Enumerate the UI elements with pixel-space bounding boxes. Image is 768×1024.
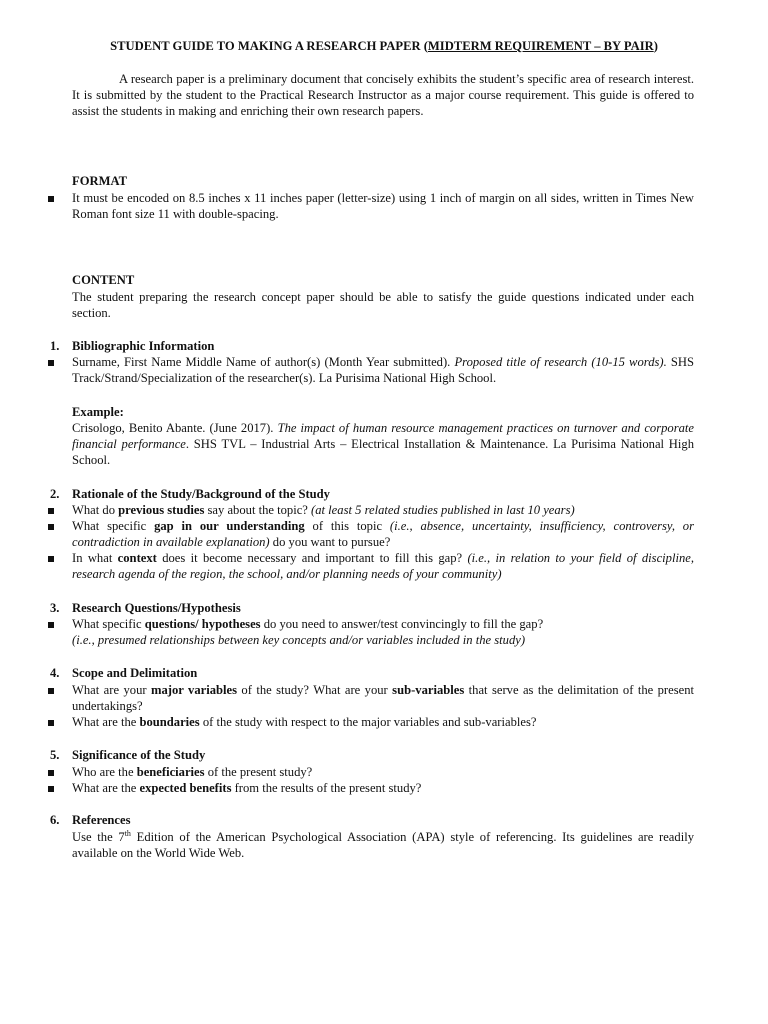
text-run-bold: beneficiaries	[136, 765, 205, 779]
text-run-bold: questions/ hypotheses	[144, 617, 261, 631]
text-run: What specific	[72, 519, 155, 533]
title-underlined: MIDTERM REQUIREMENT – BY PAIR	[427, 39, 654, 53]
text-run-italic: (i.e., presumed relationships between key concepts and/or variables included in the study)	[72, 633, 526, 647]
text-run-italic: Proposed title of research (10-15 words).	[454, 355, 667, 369]
text-run: SHS Track/Strand/Specialization of the researcher(s). La Purisima National High School.	[72, 355, 694, 385]
text-superscript: th	[124, 828, 131, 838]
text-run: of the study? What are your	[237, 683, 393, 697]
text-run: What specific	[72, 617, 145, 631]
research-questions-item	[72, 616, 694, 648]
bibliographic-item	[72, 354, 694, 386]
text-run: Use the 7	[72, 830, 125, 844]
format-heading: FORMAT	[72, 174, 128, 188]
section-heading-research-questions: Research Questions/Hypothesis	[72, 601, 241, 615]
section-heading-references: References	[72, 813, 131, 827]
scope-item-1	[72, 682, 694, 714]
bullet-marker	[48, 622, 54, 628]
example-text	[72, 420, 694, 468]
section-number: 6.	[50, 813, 60, 827]
example-label: Example:	[72, 405, 124, 419]
references-text	[72, 829, 694, 861]
scope-item-2	[72, 714, 694, 730]
text-run: does it become necessary and important to fill this gap?	[156, 551, 468, 565]
text-run-italic: The impact of human resource management practices on turnover and corporate financial performance	[72, 421, 695, 451]
bullet-marker	[48, 720, 54, 726]
text-run-bold: expected benefits	[139, 781, 232, 795]
text-run: Who are the	[72, 765, 137, 779]
text-run: say about the topic?	[204, 503, 312, 517]
title-main: STUDENT GUIDE TO MAKING A RESEARCH PAPER (	[110, 39, 428, 53]
significance-item-1	[72, 764, 694, 780]
format-item: It must be encoded on 8.5 inches x 11 inches paper (letter-size) using 1 inch of margin on all sides, written in Times New Roman font size 11 with double-spacing.	[72, 191, 694, 221]
bullet-marker	[48, 524, 54, 530]
rationale-item-1	[72, 502, 694, 518]
text-run: Edition of the American Psychological Association (APA) style of referencing. Its guidelines are readily available on the World Wide Web.	[72, 830, 694, 860]
bullet-marker	[48, 770, 54, 776]
text-run: In what	[72, 551, 118, 565]
page-title	[0, 38, 768, 54]
text-run-bold: previous studies	[118, 503, 205, 517]
text-run-bold: gap in our understanding	[154, 519, 305, 533]
text-run: What are your	[72, 683, 151, 697]
section-number: 1.	[50, 339, 60, 353]
bullet-marker	[48, 556, 54, 562]
section-heading-rationale: Rationale of the Study/Background of the Study	[72, 487, 330, 501]
intro-paragraph: A research paper is a preliminary document that concisely exhibits the student’s specific area of research interest. It is submitted by the student to the Practical Research Instructor as a major course requirement. This guide is offered to assist the students in making and enriching their own research papers.	[72, 72, 694, 118]
content-text: The student preparing the research concept paper should be able to satisfy the guide questions indicated under each section.	[72, 290, 694, 320]
rationale-item-3	[72, 550, 694, 582]
text-run-bold: boundaries	[139, 715, 200, 729]
text-run: of the present study?	[204, 765, 313, 779]
section-heading-significance: Significance of the Study	[72, 748, 206, 762]
text-run: do you want to pursue?	[269, 535, 391, 549]
text-run: What are the	[72, 781, 140, 795]
text-run-italic: (i.e., in relation to your field of discipline, research agenda of the region, the school, and/or planning needs of your community)	[72, 551, 694, 581]
bullet-marker	[48, 196, 54, 202]
text-run-bold: major variables	[150, 683, 238, 697]
section-heading-bibliographic: Bibliographic Information	[72, 339, 215, 353]
section-heading-scope: Scope and Delimitation	[72, 666, 198, 680]
text-run: Surname, First Name Middle Name of author(s) (Month Year submitted).	[72, 355, 455, 369]
text-run: . SHS TVL – Industrial Arts – Electrical Installation & Maintenance. La Purisima National High School.	[72, 437, 694, 467]
text-run: do you need to answer/test convincingly to fill the gap?	[260, 617, 544, 631]
bullet-marker	[48, 688, 54, 694]
section-number: 5.	[50, 748, 60, 762]
title-close: )	[653, 39, 658, 53]
section-number: 3.	[50, 601, 60, 615]
bullet-marker	[48, 786, 54, 792]
text-run-bold: context	[117, 551, 157, 565]
section-number: 4.	[50, 666, 60, 680]
text-run: that serve as the delimitation of the present undertakings?	[72, 683, 694, 713]
bullet-marker	[48, 360, 54, 366]
text-run: What are the	[72, 715, 140, 729]
bullet-marker	[48, 508, 54, 514]
text-run: Crisologo, Benito Abante. (June 2017).	[72, 421, 278, 435]
section-number: 2.	[50, 487, 60, 501]
significance-item-2	[72, 780, 694, 796]
text-run: What do	[72, 503, 119, 517]
content-heading: CONTENT	[72, 273, 135, 287]
rationale-item-2	[72, 518, 694, 550]
text-run: of the study with respect to the major variables and sub-variables?	[199, 715, 537, 729]
text-run-bold: sub-variables	[392, 683, 465, 697]
text-run: from the results of the present study?	[231, 781, 422, 795]
text-run-italic: (at least 5 related studies published in last 10 years)	[311, 503, 575, 517]
text-run: of this topic	[304, 519, 390, 533]
text-run-italic: (i.e., absence, uncertainty, insufficiency, controversy, or contradiction in available explanation)	[72, 519, 694, 549]
